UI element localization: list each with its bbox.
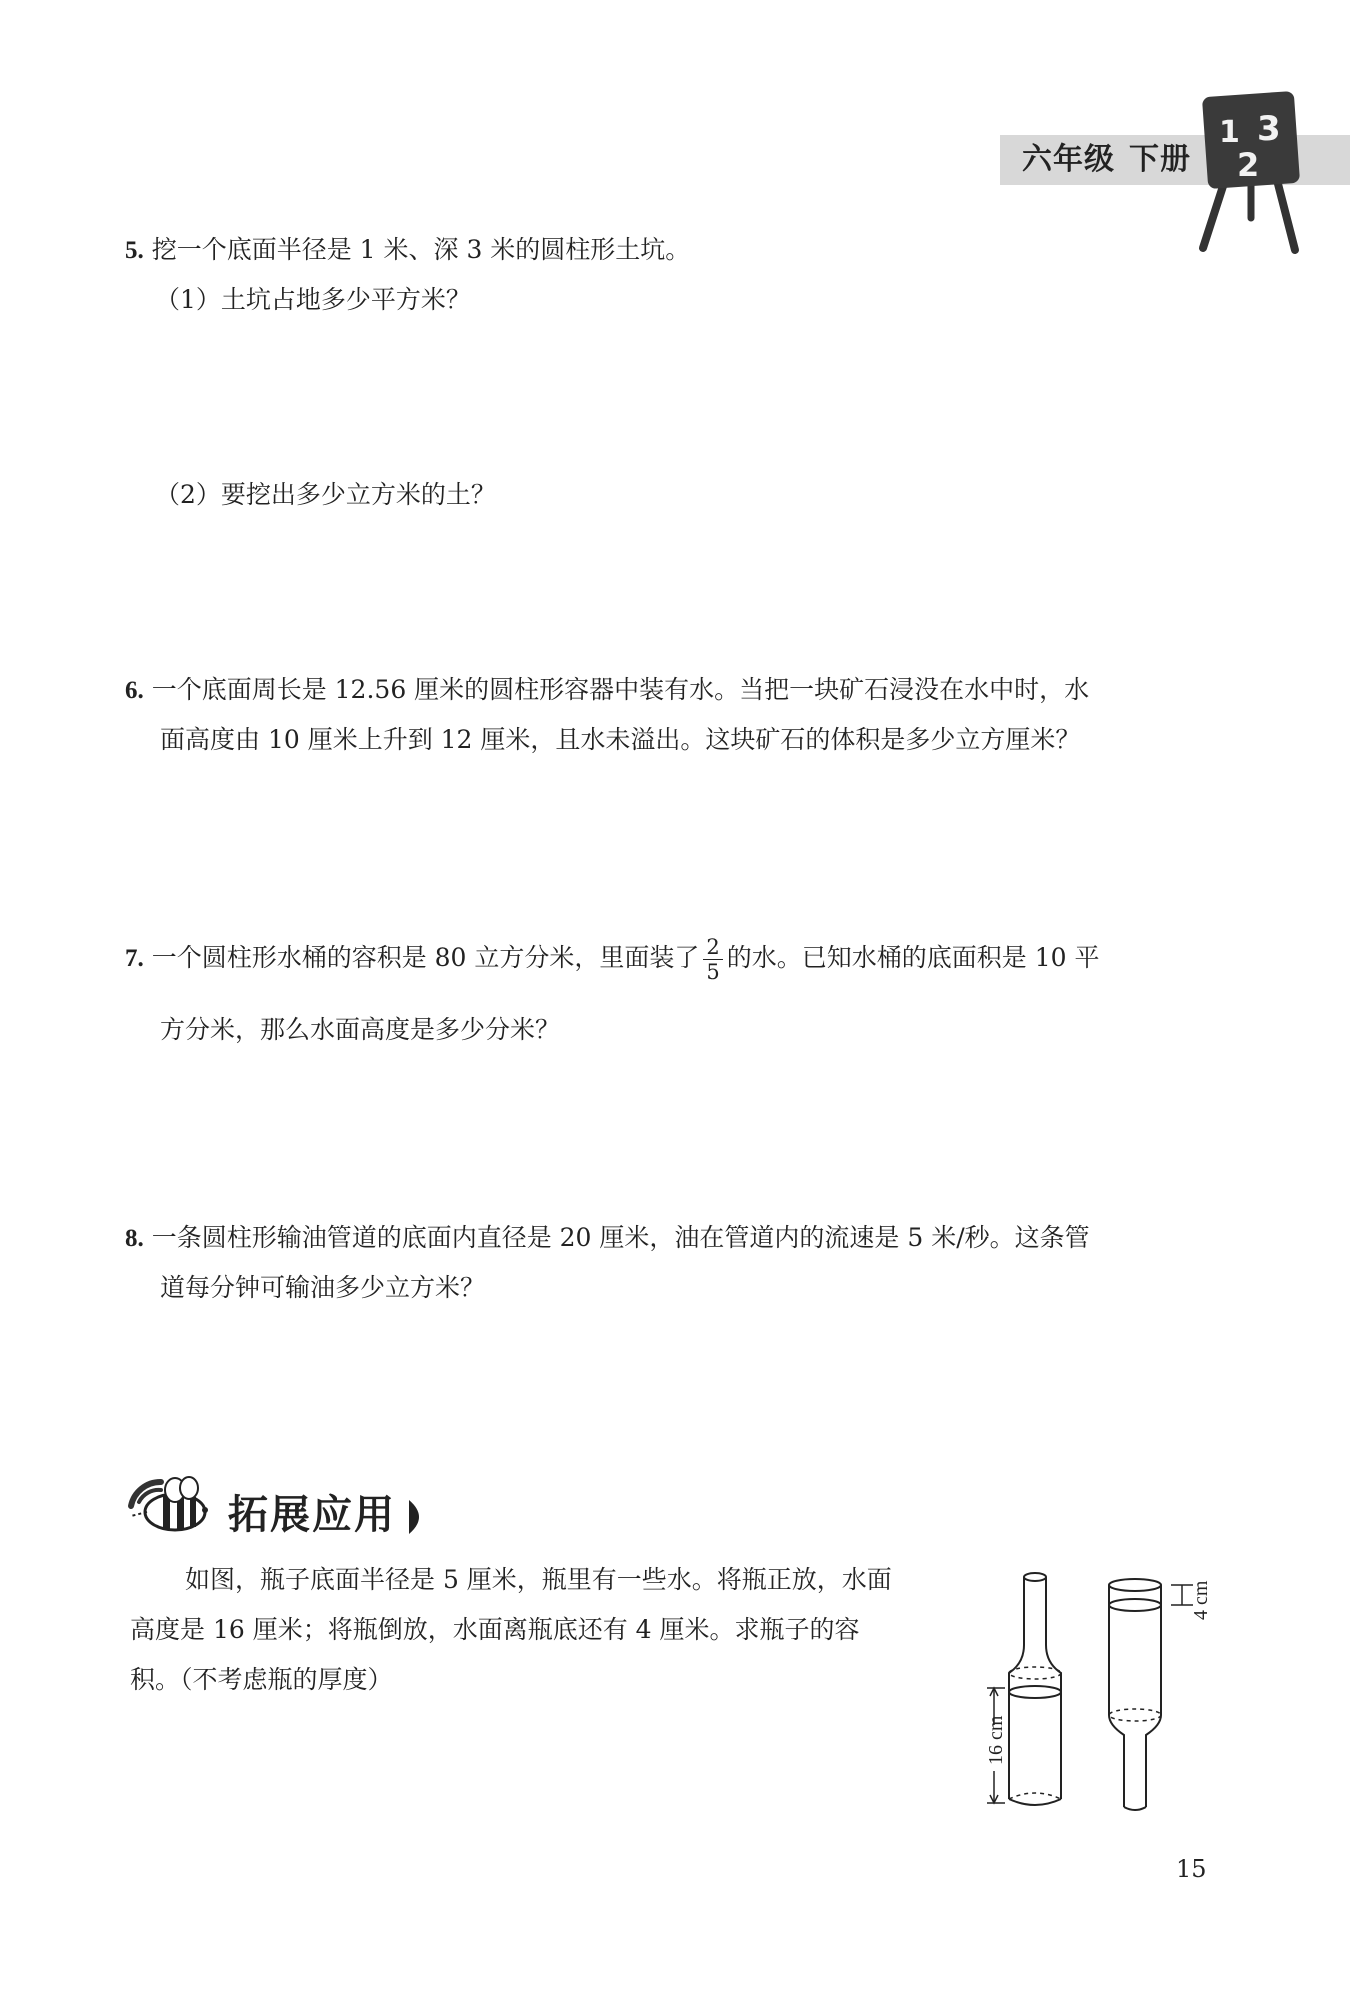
question-text: 挖一个底面半径是 1 米、深 3 米的圆柱形土坑。 (151, 235, 691, 264)
question-5-sub-2: （2）要挖出多少立方米的土？ (155, 480, 496, 509)
question-7 (125, 933, 1100, 984)
section-title: 拓展应用 (228, 1492, 396, 1538)
fraction-denominator: 5 (706, 960, 720, 984)
question-number: 5. (125, 237, 144, 264)
extension-line-2: 高度是 16 厘米；将瓶倒放，水面离瓶底还有 4 厘米。求瓶子的容 (130, 1615, 860, 1644)
question-text-line-1: 一个底面周长是 12.56 厘米的圆柱形容器中装有水。当把一块矿石浸没在水中时，水 (151, 675, 1090, 704)
extension-line-1: 如图，瓶子底面半径是 5 厘米，瓶里有一些水。将瓶正放，水面 (185, 1565, 892, 1594)
extension-line-3: 积。（不考虑瓶的厚度） (130, 1665, 393, 1694)
grade-label: 六年级 (1022, 142, 1115, 177)
question-6-line-2: 面高度由 10 厘米上升到 12 厘米，且水未溢出。这块矿石的体积是多少立方厘米？ (160, 725, 1081, 754)
question-number: 6. (125, 677, 144, 704)
logo-digit-3: 3 (1257, 109, 1281, 149)
label-inverted-gap: 4 cm (1190, 1580, 1212, 1620)
question-6 (125, 665, 1089, 716)
question-8-line-2: 道每分钟可输油多少立方米？ (160, 1273, 486, 1302)
question-7-line-2: 方分米，那么水面高度是多少分米？ (160, 1015, 561, 1044)
question-text-line-1-post: 的水。已知水桶的底面积是 10 平 (726, 943, 1100, 972)
fraction-numerator: 2 (703, 935, 722, 960)
question-8 (125, 1213, 1090, 1264)
arrow-right-icon (405, 1497, 431, 1537)
fraction (703, 935, 722, 984)
label-upright-height: 16 cm (985, 1715, 1007, 1765)
volume-label: 下册 (1129, 142, 1191, 177)
chalkboard-logo-icon (1195, 88, 1305, 263)
question-text-line-1-pre: 一个圆柱形水桶的容积是 80 立方分米，里面装了 (151, 943, 700, 972)
inverted-bottle (1109, 1579, 1212, 1810)
bee-icon (125, 1472, 225, 1552)
upright-bottle (985, 1573, 1061, 1805)
logo-digit-1: 1 (1219, 115, 1240, 150)
header-title (1022, 138, 1191, 182)
question-5 (125, 225, 690, 276)
question-number: 8. (125, 1225, 144, 1252)
question-number: 7. (125, 945, 144, 972)
page-number: 15 (1176, 1855, 1207, 1883)
question-5-sub-1: （1）土坑占地多少平方米？ (155, 285, 471, 314)
bottle-figure (975, 1565, 1215, 1825)
logo-digit-2: 2 (1237, 146, 1260, 184)
question-text-line-1: 一条圆柱形输油管道的底面内直径是 20 厘米，油在管道内的流速是 5 米/秒。这条管 (151, 1223, 1090, 1252)
